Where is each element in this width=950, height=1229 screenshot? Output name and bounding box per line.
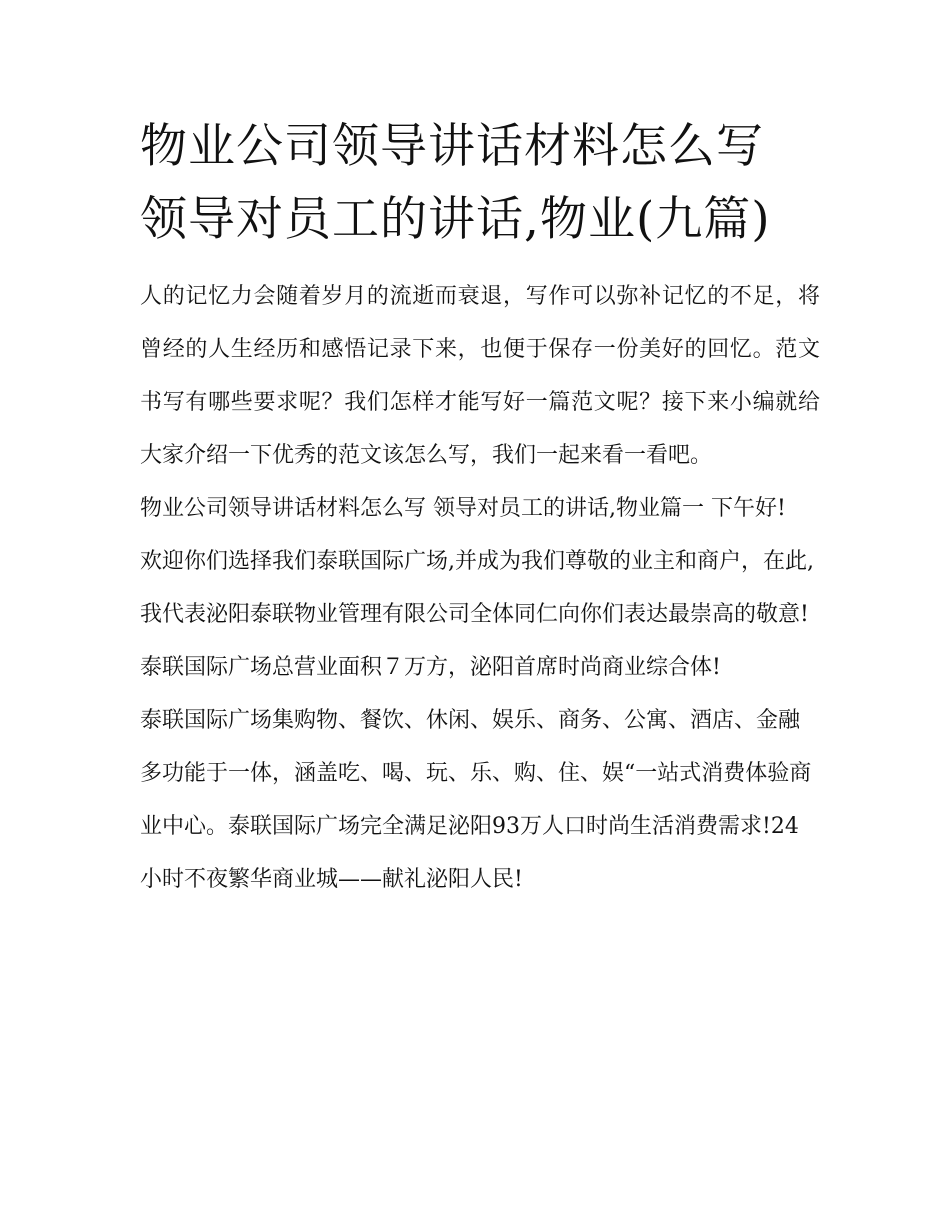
title-line-2: 领导对员工的讲话,物业(九篇) (140, 192, 771, 247)
body-paragraph-3: 泰联国际广场总营业面积７万方，泌阳首席时尚商业综合体! (140, 655, 721, 680)
intro-paragraph: 人的记忆力会随着岁月的流逝而衰退，写作可以弥补记忆的不足，将曾经的人生经历和感悟记录下来，也便于保存一份美好的回忆。范文书写有哪些要求呢？我们怎样才能写好一篇范文呢？接下来小编就给大家介绍一下优秀的范文该怎么写，我们一起来看一看吧。 (140, 284, 820, 468)
body-paragraph-2: 欢迎你们选择我们泰联国际广场,并成为我们尊敬的业主和商户，在此,我代表泌阳泰联物业管理有限公司全体同仁向你们表达最崇高的敬意! (140, 549, 814, 627)
document-title (140, 110, 820, 256)
body-paragraph-4: 泰联国际广场集购物、餐饮、休闲、娱乐、商务、公寓、酒店、金融多功能于一体，涵盖吃、喝、玩、乐、购、住、娱“一站式消费体验商业中心。泰联国际广场完全满足泌阳93万人口时尚生活消费需求!24小时不夜繁华商业城——献礼泌阳人民! (140, 708, 812, 892)
body-paragraph-1: 物业公司领导讲话材料怎么写 领导对员工的讲话,物业篇一 下午好! (140, 496, 786, 521)
document-page (140, 110, 820, 906)
title-line-1: 物业公司领导讲话材料怎么写 (140, 119, 764, 174)
